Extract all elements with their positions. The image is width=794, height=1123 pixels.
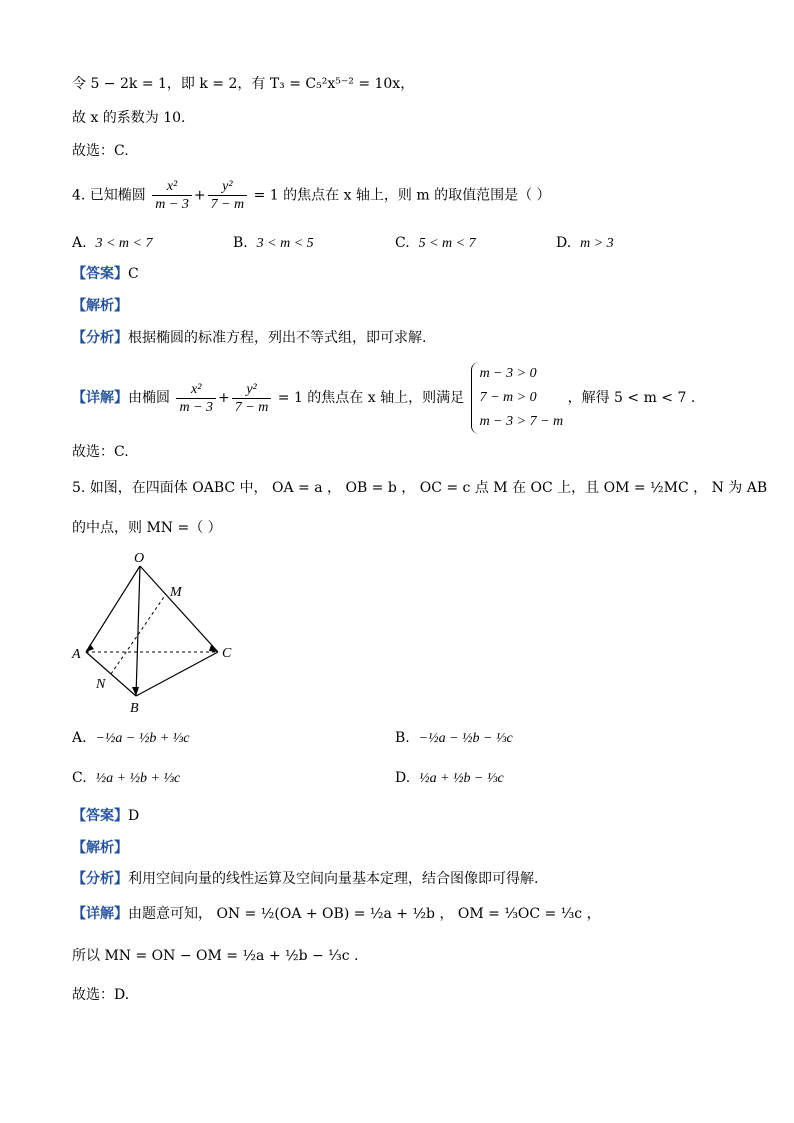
q4-frac-x: [152, 178, 192, 213]
q5-answer-value: D: [128, 808, 140, 824]
q4-option-c-text: 5 < m < 7: [418, 236, 476, 251]
q4-inequality-1: m − 3 > 0: [479, 366, 537, 381]
q4-analysis-tag: 【解析】: [72, 298, 128, 314]
q5-detail-line-1: [72, 904, 601, 924]
q5-option-d-text: ½a + ½b − ⅓c: [419, 771, 504, 786]
q5-fenxi-text: 利用空间向量的线性运算及空间向量基本定理，结合图像即可得解.: [128, 871, 539, 887]
edge-ob: [136, 566, 140, 696]
q5-option-a-text: −½a − ½b + ⅓c: [95, 731, 190, 746]
q5-fenxi-tag: 【分析】: [72, 871, 128, 887]
q4-detail-frac-y-numerator: y²: [232, 381, 272, 399]
prev-solution-line-2: 故 x 的系数为 10.: [72, 110, 186, 126]
q5-stem-line-2: 的中点，则 MN =（ ）: [72, 520, 222, 536]
q4-stem-prefix: 4. 已知椭圆: [72, 187, 146, 204]
label-m: M: [170, 585, 182, 600]
label-n: N: [96, 677, 106, 692]
q4-inequality-3: m − 3 > 7 − m: [479, 414, 564, 429]
q4-option-b: [233, 233, 314, 254]
q4-fenxi: [72, 328, 426, 348]
q4-frac-y-numerator: y²: [208, 178, 248, 196]
q4-detail-frac-x: [176, 381, 216, 416]
edge-oc: [140, 566, 218, 652]
q4-option-d: [556, 233, 614, 254]
q5-detail-tag: 【详解】: [72, 906, 128, 922]
q5-option-a: [72, 728, 190, 749]
label-a: A: [72, 647, 81, 662]
q5-option-c-key: C.: [72, 770, 87, 786]
q4-detail: 【详解】由椭圆 $\frac{\text{x²}}{m - 3}$ + $\frac{\text{y²}}{7 - m}$ = 1 的焦点在 x 轴上，则满足 m − 3 > 0 7 − m > 0 m − 3 > 7 − m ，解得 5 < m < 7 .: [72, 362, 695, 434]
edge-oa: [86, 566, 140, 652]
tetrahedron-figure: [66, 548, 246, 718]
q4-stem: 4. 已知椭圆 $\frac{\text{x²}}{m - 3}$ + $\frac{\text{y²}}{7 - m}$ = 1 的焦点在 x 轴上，则 m 的取值范围是（ ）: [72, 179, 551, 212]
q4-fenxi-tag: 【分析】: [72, 330, 128, 346]
q4-option-d-text: m > 3: [580, 236, 614, 251]
q5-option-a-key: A.: [72, 730, 87, 746]
q5-answer: [72, 806, 139, 826]
q4-option-b-text: 3 < m < 5: [256, 236, 314, 251]
q4-stem-suffix: = 1 的焦点在 x 轴上，则 m 的取值范围是（ ）: [253, 187, 551, 204]
label-c: C: [222, 646, 232, 661]
q4-option-a-key: A.: [72, 235, 87, 251]
q4-option-b-key: B.: [233, 235, 248, 251]
q4-answer-tag: 【答案】: [72, 266, 128, 282]
q4-detail-prefix: 由椭圆: [128, 390, 170, 406]
q4-option-d-key: D.: [556, 235, 572, 251]
prev-solution-line-1: 令 5 − 2k = 1，即 k = 2，有 T₃ = C₅²x⁵⁻² = 10x，: [72, 76, 415, 92]
q5-analysis-tag: 【解析】: [72, 840, 128, 856]
arrow-a: [86, 644, 94, 652]
q4-fenxi-text: 根据椭圆的标准方程，列出不等式组，即可求解.: [128, 330, 427, 346]
q4-frac-x-numerator: x²: [152, 178, 192, 196]
q4-option-c: [395, 233, 476, 254]
q5-detail-text-1: 由题意可知， ON = ½(OA + OB) = ½a + ½b ， OM = ⅓OC = ⅓c ，: [128, 906, 601, 922]
q4-detail-frac-y: [232, 381, 272, 416]
q5-fenxi: [72, 869, 538, 889]
q4-inequality-2: 7 − m > 0: [479, 390, 537, 405]
q5-conclusion: 故选：D.: [72, 987, 130, 1003]
label-o: O: [134, 551, 145, 566]
q4-option-a: [72, 233, 152, 254]
q4-frac-x-denominator: m − 3: [155, 197, 189, 212]
q4-frac-y-denominator: 7 − m: [210, 197, 245, 212]
edge-bc: [136, 652, 218, 696]
q5-option-b-text: −½a − ½b − ⅓c: [418, 731, 513, 746]
q4-detail-frac-x-denominator: m − 3: [179, 399, 214, 415]
q4-detail-frac-x-numerator: x²: [176, 381, 216, 399]
q5-detail-line-2: 所以 MN = ON − OM = ½a + ½b − ⅓c .: [72, 948, 359, 964]
q5-option-d: [395, 768, 504, 789]
q4-conclusion: 故选：C.: [72, 444, 129, 460]
q4-detail-tag: 【详解】: [72, 390, 128, 406]
q4-answer: [72, 264, 139, 284]
q5-answer-tag: 【答案】: [72, 808, 128, 824]
q4-frac-y: [208, 178, 248, 213]
q4-detail-suffix: ，解得 5 < m < 7 .: [567, 390, 696, 406]
arrow-c: [209, 645, 218, 652]
q4-detail-mid: = 1 的焦点在 x 轴上，则满足: [277, 390, 465, 406]
q5-option-b: [395, 728, 513, 749]
q5-option-b-key: B.: [395, 730, 410, 746]
label-b: B: [130, 701, 139, 716]
q5-option-c-text: ½a + ½b + ⅓c: [95, 771, 181, 786]
q4-analysis-heading: [72, 296, 128, 316]
q4-inequality-system: [471, 362, 564, 434]
q5-option-d-key: D.: [395, 770, 411, 786]
q5-analysis-heading: [72, 838, 128, 858]
prev-solution-conclusion: 故选：C.: [72, 143, 129, 159]
q4-detail-frac-y-denominator: 7 − m: [234, 399, 269, 415]
q4-option-a-text: 3 < m < 7: [95, 236, 153, 251]
q4-option-c-key: C.: [395, 235, 410, 251]
q5-option-c: [72, 768, 180, 789]
q4-answer-value: C: [128, 266, 139, 282]
q5-stem-line-1: 5. 如图，在四面体 OABC 中， OA = a ， OB = b ， OC = c 点 M 在 OC 上，且 OM = ½MC ， N 为 AB: [72, 480, 768, 496]
